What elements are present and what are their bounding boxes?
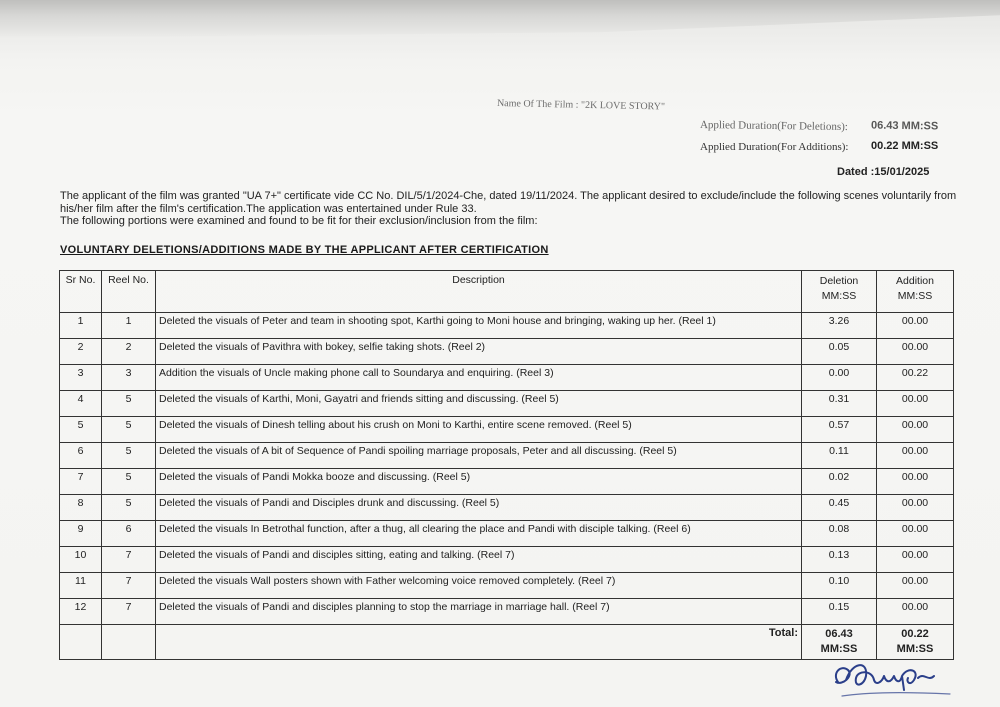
cell-reel: 2 <box>102 339 156 365</box>
intro-line-1: The applicant of the film was granted "UA 7+" certificate vide CC No. DIL/5/1/2024-Che, dated 19/11/2024. The applicant desired to exclude/include the following scenes voluntarily from his/her film after the film's certification.The application was entertained under Rule 33. <box>60 190 957 215</box>
cell-addition: 00.00 <box>877 495 954 521</box>
cell-addition: 00.22 <box>877 365 954 391</box>
cell-deletion: 0.10 <box>802 573 877 599</box>
table-row <box>60 469 954 495</box>
table-row <box>60 365 954 391</box>
header-deletion <box>802 271 877 313</box>
cell-description: Deleted the visuals of Dinesh telling about his crush on Moni to Karthi, entire scene removed. (Reel 5) <box>156 417 802 443</box>
cell-reel: 5 <box>102 469 156 495</box>
cell-reel: 5 <box>102 417 156 443</box>
cell-sr: 4 <box>60 391 102 417</box>
table-header-row <box>60 271 954 313</box>
handwritten-signature-icon <box>828 652 958 702</box>
total-addition-unit: MM:SS <box>896 643 934 655</box>
cell-description: Deleted the visuals of Pandi Mokka booze and discussing. (Reel 5) <box>156 469 802 495</box>
deletions-table <box>59 270 954 660</box>
header-addition-label: Addition <box>896 275 934 287</box>
cell-sr: 8 <box>60 495 102 521</box>
cell-description: Deleted the visuals of Pandi and disciples sitting, eating and talking. (Reel 7) <box>156 547 802 573</box>
total-label: Total: <box>156 625 802 660</box>
table-row <box>60 495 954 521</box>
cell-description: Deleted the visuals of A bit of Sequence of Pandi spoiling marriage proposals, Peter and all discussing. (Reel 5) <box>156 443 802 469</box>
cell-sr: 11 <box>60 573 102 599</box>
table-row <box>60 521 954 547</box>
header-deletion-unit: MM:SS <box>821 290 857 302</box>
applied-deletions-label: Applied Duration(For Deletions): <box>699 118 848 134</box>
header-description: Description <box>156 271 802 313</box>
cell-reel: 7 <box>102 599 156 625</box>
header-sr-no: Sr No. <box>60 271 102 313</box>
cell-deletion: 0.02 <box>802 469 877 495</box>
cell-description: Deleted the visuals In Betrothal function, after a thug, all clearing the place and Pandi with disciple talking. (Reel 6) <box>156 521 802 547</box>
cell-sr: 6 <box>60 443 102 469</box>
cell-sr: 1 <box>60 313 102 339</box>
table-row <box>60 339 954 365</box>
cell-description: Deleted the visuals of Karthi, Moni, Gayatri and friends sitting and discussing. (Reel 5) <box>156 391 802 417</box>
cell-sr: 9 <box>60 521 102 547</box>
header-addition <box>877 271 954 313</box>
cell-reel: 5 <box>102 495 156 521</box>
cell-sr: 12 <box>60 599 102 625</box>
cell-deletion: 0.11 <box>802 443 877 469</box>
header-addition-unit: MM:SS <box>897 290 933 302</box>
cell-addition: 00.00 <box>877 313 954 339</box>
cell-reel: 6 <box>102 521 156 547</box>
cell-deletion: 0.57 <box>802 417 877 443</box>
cell-description: Addition the visuals of Uncle making phone call to Soundarya and enquiring. (Reel 3) <box>156 365 802 391</box>
cell-total-empty-sr <box>60 625 102 660</box>
cell-addition: 00.00 <box>877 391 954 417</box>
cell-reel: 5 <box>102 391 156 417</box>
cell-deletion: 3.26 <box>802 313 877 339</box>
film-name-line: Name Of The Film : "2K LOVE STORY" <box>496 98 666 113</box>
cell-addition: 00.00 <box>877 547 954 573</box>
cell-description: Deleted the visuals of Pandi and Disciples drunk and discussing. (Reel 5) <box>156 495 802 521</box>
cell-deletion: 0.05 <box>802 339 877 365</box>
cell-reel: 3 <box>102 365 156 391</box>
cell-description: Deleted the visuals of Pandi and disciples planning to stop the marriage in marriage hall. (Reel 7) <box>156 599 802 625</box>
section-heading: VOLUNTARY DELETIONS/ADDITIONS MADE BY THE APPLICANT AFTER CERTIFICATION <box>60 244 549 256</box>
intro-line-2: The following portions were examined and found to be fit for their exclusion/inclusion from the film: <box>60 215 538 227</box>
cell-description: Deleted the visuals Wall posters shown with Father welcoming voice removed completely. (Reel 7) <box>156 573 802 599</box>
table-row <box>60 417 954 443</box>
cell-addition: 00.00 <box>877 469 954 495</box>
cell-deletion: 0.13 <box>802 547 877 573</box>
table-row <box>60 443 954 469</box>
cell-reel: 1 <box>102 313 156 339</box>
applied-additions-label: Applied Duration(For Additions): <box>700 141 849 153</box>
applied-deletions-value: 06.43 MM:SS <box>870 119 939 133</box>
cell-total-empty-reel <box>102 625 156 660</box>
table-row <box>60 599 954 625</box>
table-row <box>60 391 954 417</box>
table-row <box>60 547 954 573</box>
intro-paragraph <box>60 190 960 228</box>
cell-sr: 10 <box>60 547 102 573</box>
cell-addition: 00.00 <box>877 599 954 625</box>
cell-sr: 5 <box>60 417 102 443</box>
table-row <box>60 573 954 599</box>
cell-deletion: 0.15 <box>802 599 877 625</box>
cell-sr: 2 <box>60 339 102 365</box>
cell-sr: 3 <box>60 365 102 391</box>
cell-sr: 7 <box>60 469 102 495</box>
cell-description: Deleted the visuals of Pavithra with bokey, selfie taking shots. (Reel 2) <box>156 339 802 365</box>
cell-addition: 00.00 <box>877 521 954 547</box>
total-deletion-value: 06.43 <box>825 628 853 640</box>
cell-addition: 00.00 <box>877 417 954 443</box>
header-reel-no: Reel No. <box>102 271 156 313</box>
table-total-row <box>60 625 954 660</box>
cell-deletion: 0.31 <box>802 391 877 417</box>
cell-reel: 7 <box>102 547 156 573</box>
cell-deletion: 0.08 <box>802 521 877 547</box>
applied-additions-value: 00.22 MM:SS <box>871 140 939 152</box>
cell-reel: 7 <box>102 573 156 599</box>
cell-deletion: 0.00 <box>802 365 877 391</box>
page-fold-shadow <box>0 0 1000 38</box>
cell-addition: 00.00 <box>877 573 954 599</box>
cell-addition: 00.00 <box>877 443 954 469</box>
total-addition-value: 00.22 <box>901 628 929 640</box>
cell-deletion: 0.45 <box>802 495 877 521</box>
total-deletion-unit: MM:SS <box>820 643 858 655</box>
cell-reel: 5 <box>102 443 156 469</box>
header-deletion-label: Deletion <box>819 275 859 287</box>
cell-addition: 00.00 <box>877 339 954 365</box>
table-row <box>60 313 954 339</box>
dated-text: Dated :15/01/2025 <box>837 166 930 178</box>
cell-description: Deleted the visuals of Peter and team in shooting spot, Karthi going to Moni house and bringing, waking up her. (Reel 1) <box>156 313 802 339</box>
